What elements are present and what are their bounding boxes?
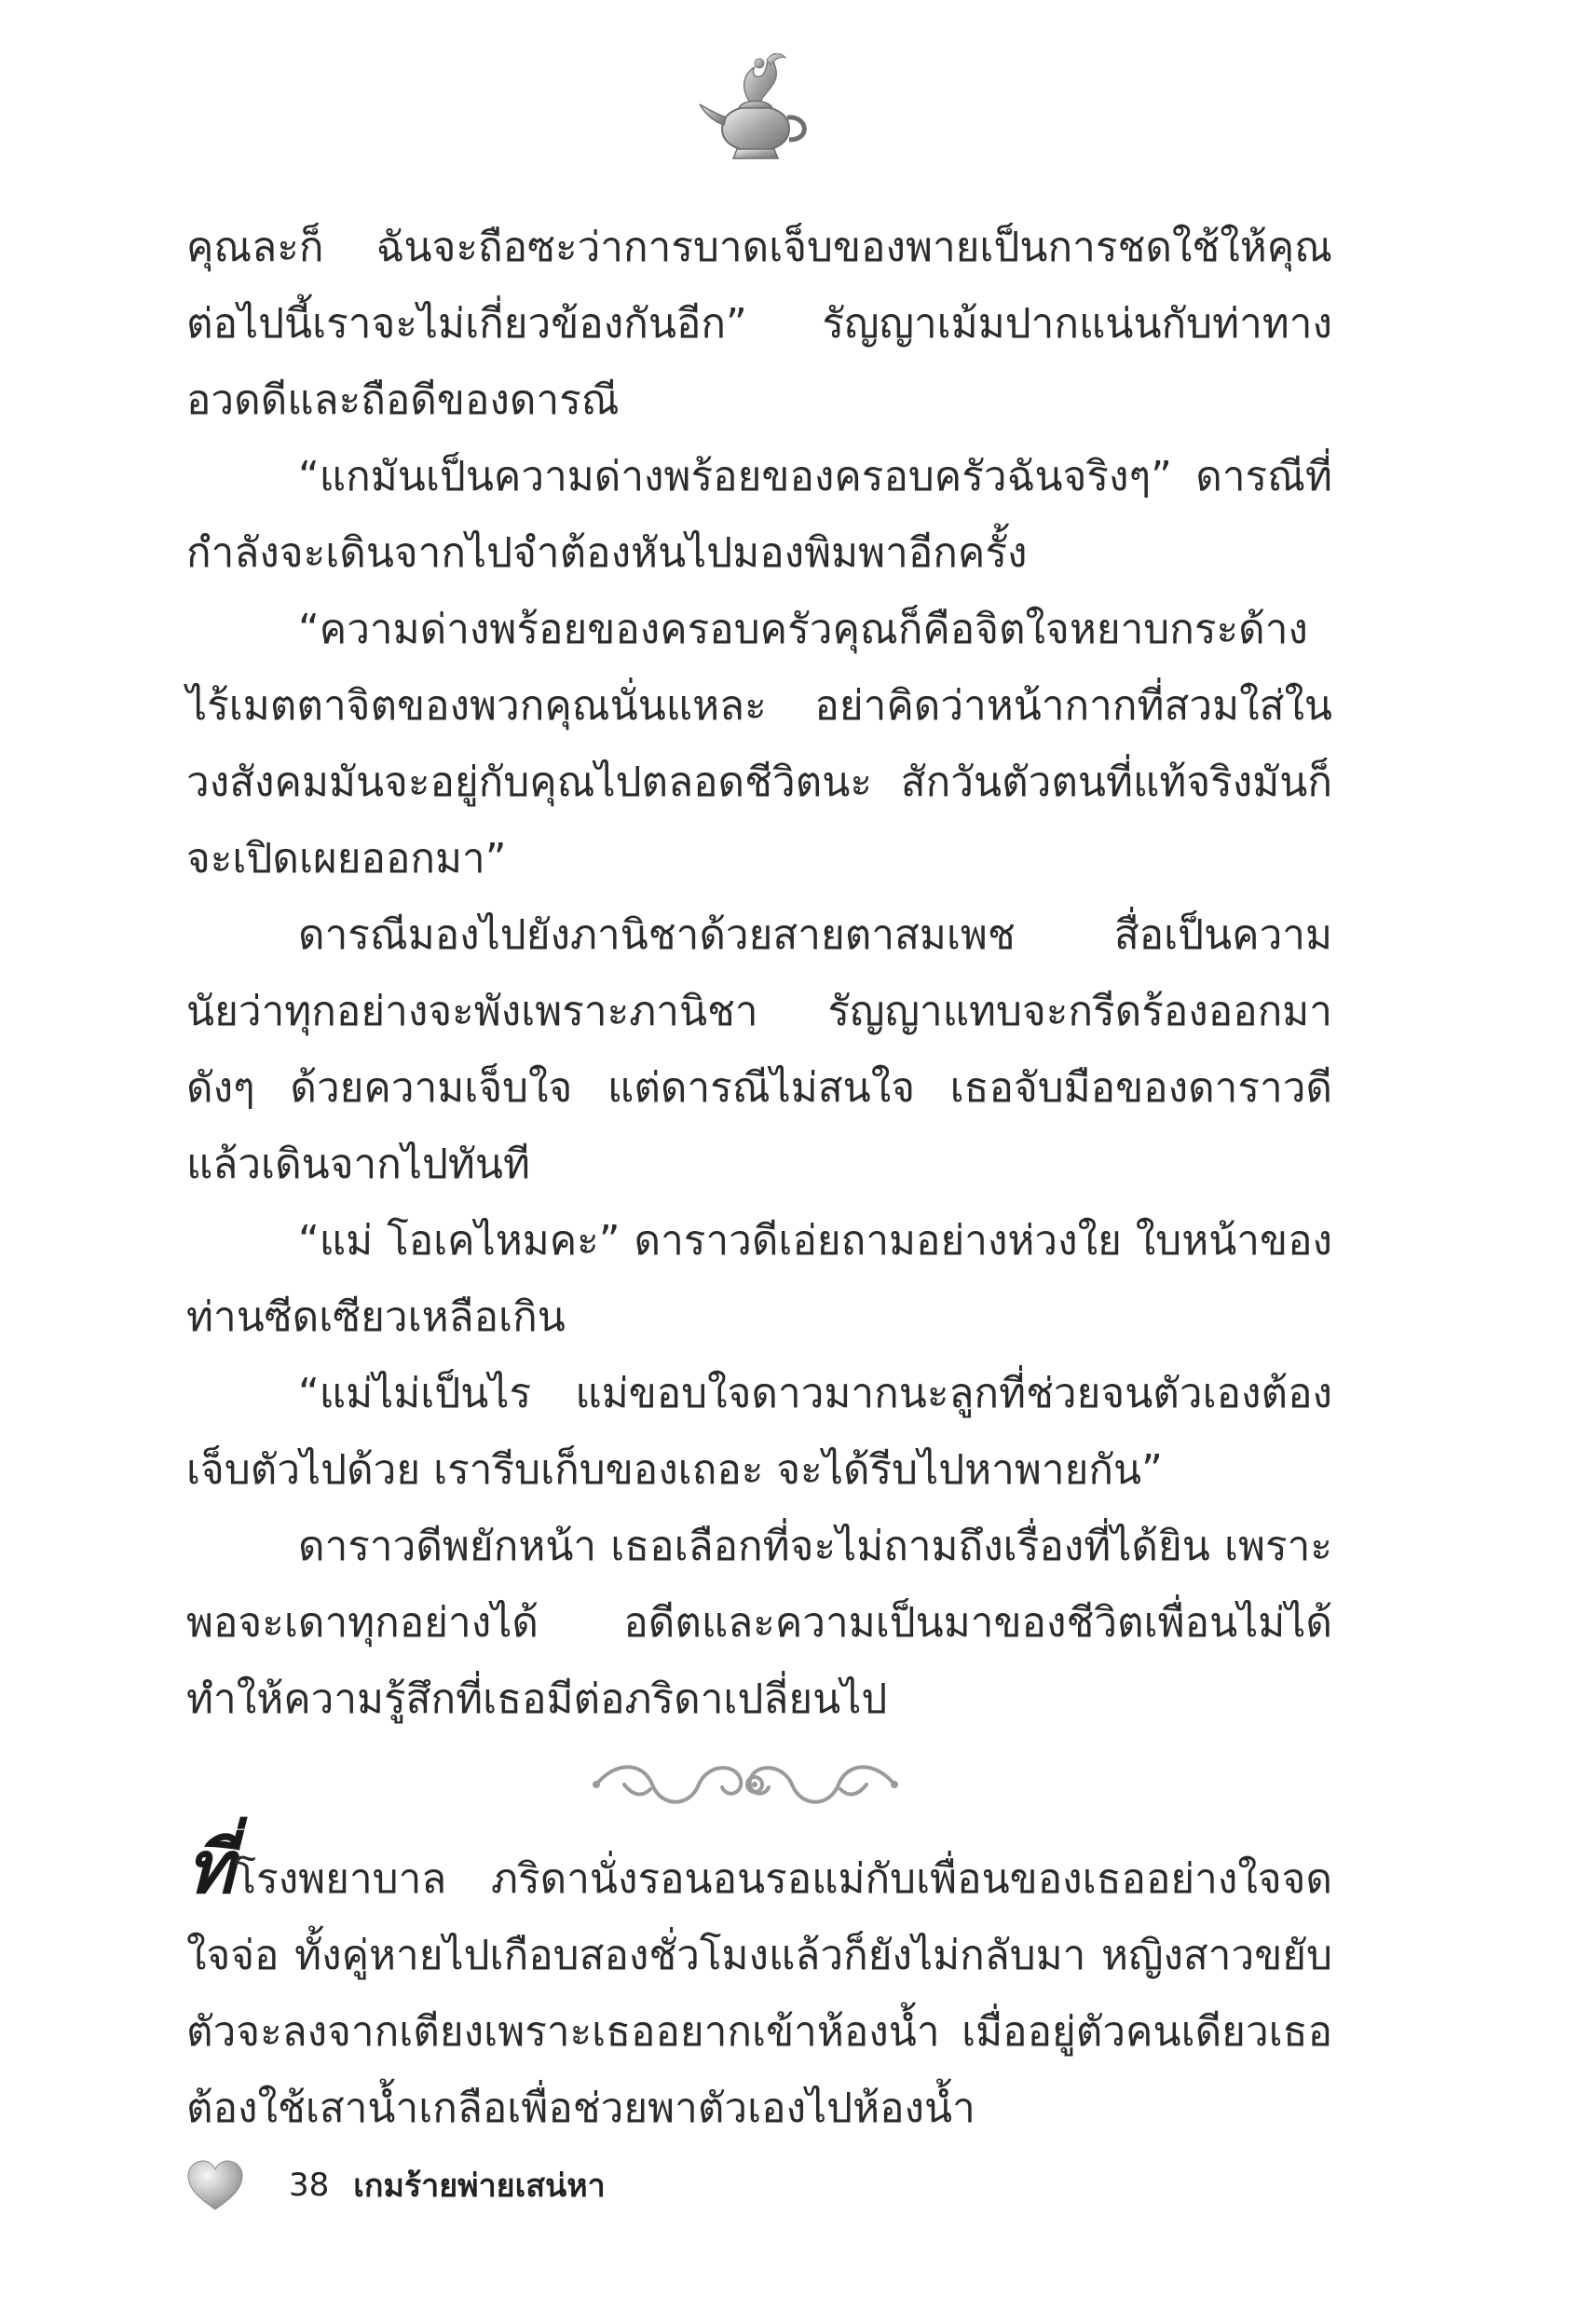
body-text	[186, 210, 1332, 1738]
drop-word: ที่	[186, 1826, 235, 1910]
paragraph: “แม่ โอเคไหมคะ” ดาราวดีเอ่ยถามอย่างห่วงใย ใบหน้าของท่านซีดเซียวเหลือเกิน	[186, 1217, 1332, 1341]
paragraph: “แกมันเป็นความด่างพร้อยของครอบครัวฉันจริงๆ” ดารณีที่กำลังจะเดินจากไปจำต้องหันไปมองพิมพาอีกครั้ง	[186, 453, 1332, 577]
heart-icon	[186, 2159, 244, 2211]
paragraph	[186, 1826, 1332, 2147]
section-paragraph: โรงพยาบาล ภริดานั่งรอนอนรอแม่กับเพื่อนของเธออย่างใจจดใจจ่อ ทั้งคู่หายไปเกือบสองชั่วโมงแล้วก็ยังไม่กลับมา หญิงสาวขยับตัวจะลงจากเตียงเพราะเธออยากเข้าห้องน้ำ เมื่ออยู่ตัวคนเดียวเธอต้องใช้เสาน้ำเกลือเพื่อช่วยพาตัวเองไปห้องน้ำ	[186, 1855, 1332, 2132]
page-number: 38	[289, 2167, 330, 2204]
paragraph: “แม่ไม่เป็นไร แม่ขอบใจดาวมากนะลูกที่ช่วยจนตัวเองต้องเจ็บตัวไปด้วย เรารีบเก็บของเถอะ จะได้รีบไปหาพายกัน”	[186, 1370, 1332, 1494]
paragraph: ดารณีมองไปยังภานิชาด้วยสายตาสมเพช สื่อเป็นความนัยว่าทุกอย่างจะพังเพราะภานิชา รัญญาแทบจะกรีดร้องออกมาดังๆ ด้วยความเจ็บใจ แต่ดารณีไม่สนใจ เธอจับมือของดาราวดีแล้วเดินจากไปทันที	[186, 911, 1332, 1188]
book-title: เกมร้ายพ่ายเสน่หา	[353, 2167, 606, 2205]
paragraph: “ความด่างพร้อยของครอบครัวคุณก็คือจิตใจหยาบกระด้างไร้เมตตาจิตของพวกคุณนั่นแหละ อย่าคิดว่าหน้ากากที่สวมใส่ในวงสังคมมันจะอยู่กับคุณไปตลอดชีวิตนะ สักวันตัวตนที่แท้จริงมันก็จะเปิดเผยออกมา”	[186, 606, 1332, 882]
paragraph: ดาราวดีพยักหน้า เธอเลือกที่จะไม่ถามถึงเรื่องที่ได้ยิน เพราะพอจะเดาทุกอย่างได้ อดีตและความเป็นมาของชีวิตเพื่อนไม่ได้ทำให้ความรู้สึกที่เธอมีต่อภริดาเปลี่ยนไป	[186, 1523, 1332, 1723]
scroll-ornament-icon	[587, 1752, 922, 1817]
paragraph: คุณละก็ ฉันจะถือซะว่าการบาดเจ็บของพายเป็นการชดใช้ให้คุณ ต่อไปนี้เราจะไม่เกี่ยวข้องกันอีก” รัญญาเม้มปากแน่นกับท่าทางอวดดีและถือดีของดารณี	[186, 224, 1332, 424]
teapot-emblem-icon	[685, 47, 825, 168]
section-text	[186, 1826, 1332, 2147]
page-footer	[186, 2157, 606, 2213]
